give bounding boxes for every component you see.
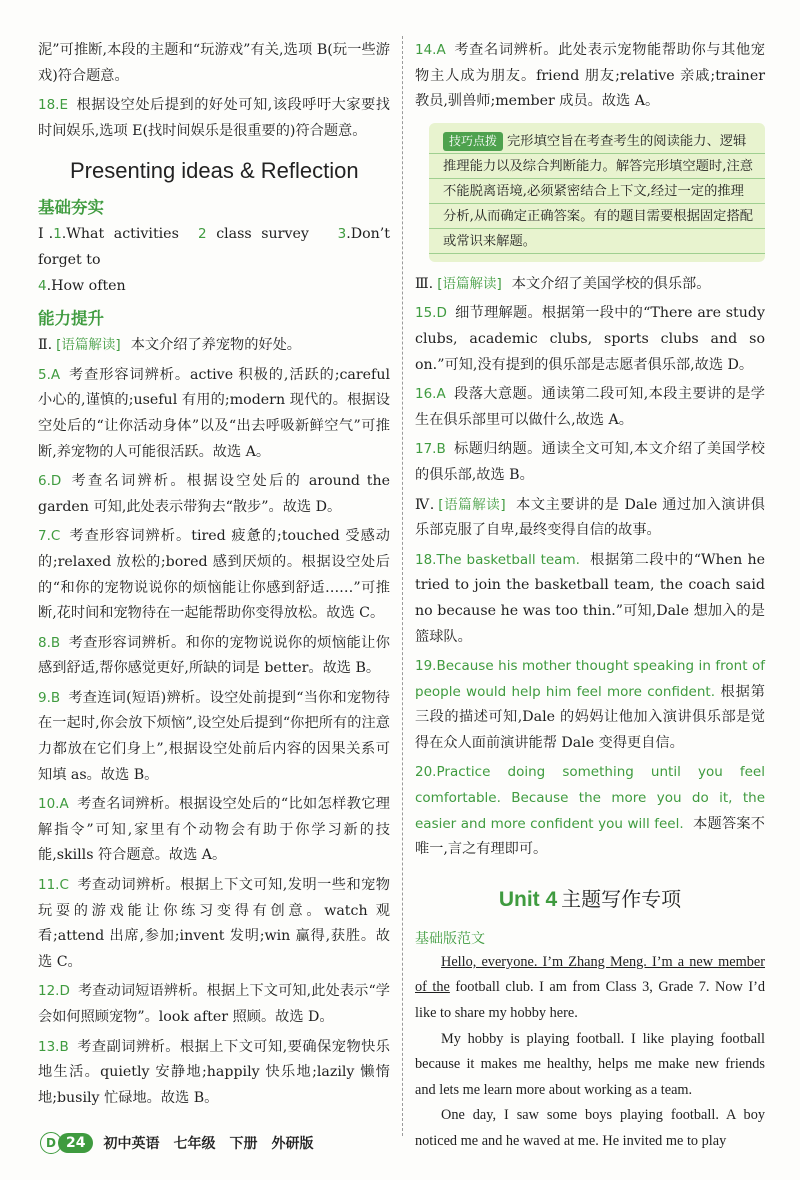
answer-text: .How often: [46, 277, 126, 294]
passage-summary: [415, 493, 765, 544]
answer-number: 8.B: [38, 634, 61, 651]
summary-tag: [语篇解读]: [438, 496, 506, 513]
answer-number: 12.D: [38, 983, 70, 1000]
part-label: Ⅳ.: [415, 496, 435, 513]
part-label: Ⅰ.: [38, 226, 54, 243]
answer-number: 3: [337, 226, 347, 243]
answer-number: 5.A: [38, 366, 61, 383]
grade: 七年级: [173, 1136, 216, 1152]
answer-item: [415, 654, 765, 756]
right-column: [415, 38, 765, 1155]
basic-title: 基础夯实: [38, 198, 104, 218]
essay-paragraph: [415, 950, 765, 1027]
answer-english: Because his mother thought speaking in front of people would help him feel more confident.: [415, 658, 765, 700]
answer-item: [38, 873, 390, 975]
answer-item: [38, 363, 390, 465]
summary-tag: [语篇解读]: [437, 275, 502, 292]
answer-item: [38, 631, 390, 682]
essay-paragraph: My hobby is playing football. I like playing football because it makes me healthy, helps me make new friends and lets me learn more about working as a team.: [415, 1030, 765, 1098]
section-title: Presenting ideas & Reflection: [70, 158, 359, 184]
answer-text: 考查形容词辨析。tired 疲惫的;touched 受感动的;relaxed 放松的;bored 感到厌烦的。根据设空处后的“和你的宠物说说你的烦恼能让你感到舒适……”可推断,花时间和宠物待在一起能帮助你变得放松。故选 C。: [38, 528, 390, 622]
answer-number: 10.A: [38, 796, 69, 813]
tip-label: 技巧点拨: [443, 132, 503, 151]
tip-box: [429, 123, 765, 262]
answer-text: 考查副词辨析。根据上下文可知,要确保宠物快乐地生活。quietly 安静地;happily 快乐地;lazily 懒惰地;busily 忙碌地。故选 B。: [38, 1038, 390, 1106]
essay-text: football club. I am from Class 3, Grade 7. Now I’d like to share my hobby here.: [415, 979, 766, 1022]
essay-paragraph: One day, I saw some boys playing football. A boy noticed me and he waved at me. He invited me to play: [415, 1107, 765, 1149]
page-footer: [40, 1132, 327, 1154]
answer-item: [415, 760, 765, 862]
answer-item: [415, 437, 765, 488]
answer-number: 2: [198, 226, 207, 243]
answer-item: [38, 524, 390, 626]
column-divider: [402, 36, 403, 1136]
answer-text: 考查形容词辨析。和你的宠物说说你的烦恼能让你感到舒适,帮你感觉更好,所缺的词是 better。故选 B。: [38, 634, 390, 677]
answer-text: 考查形容词辨析。active 积极的,活跃的;careful 小心的,谨慎的;useful 有用的;modern 现代的。根据设空处后的“让你活动身体”以及“出去呼吸新鲜空气”可推断,养宠物的人可能很活跃。故选 A。: [38, 366, 390, 460]
answer-text: .Don’t forget to: [38, 226, 391, 268]
answer-item: [38, 469, 390, 520]
tip-text: 完形填空旨在考查考生的阅读能力、逻辑推理能力以及综合判断能力。解答完形填空题时,注意不能脱离语境,必须紧密结合上下文,经过一定的推理分析,从而确定正确答案。有的题目需要根据固定搭配或常识来解题。: [443, 133, 754, 249]
answer-item: [38, 792, 390, 869]
answer-text: 考查连词(短语)辨析。设空处前提到“当你和宠物待在一起时,你会放下烦恼”,设空处后提到“你把所有的注意力都放在它们身上”,根据设空处前后内容的因果关系可知填 as。故选 B。: [38, 689, 390, 783]
passage-summary: [415, 272, 765, 298]
answer-number: 15.D: [415, 305, 447, 322]
answer-item: [38, 686, 390, 788]
answer-item: [415, 548, 765, 650]
answer-text: 根据第二段中的“When he tried to join the basketball team, the coach said no because he was too thin.”可知,Dale 想加入的是篮球队。: [415, 551, 765, 645]
unit-subtitle: 主题写作专项: [561, 886, 682, 911]
answer-number: 9.B: [38, 689, 61, 706]
answer-text: 考查动词辨析。根据上下文可知,发明一些和宠物玩耍的游戏能让你练习变得有创意。watch 观看;attend 出席,参加;invent 发明;win 赢得,获胜。故选 C。: [38, 877, 390, 970]
left-column: [38, 38, 390, 1115]
answer-number: 6.D: [38, 473, 62, 490]
answer-item: [415, 38, 765, 115]
summary-text: 本文介绍了美国学校的俱乐部。: [511, 275, 711, 292]
answer-text: 标题归纳题。通读全文可知,本文介绍了美国学校的俱乐部,故选 B。: [415, 441, 765, 483]
answer-list: [415, 301, 765, 488]
answer-text: .What activities: [61, 226, 179, 243]
book-title: 初中英语: [103, 1136, 160, 1152]
answer-number: 4: [38, 277, 47, 294]
summary-tag: [语篇解读]: [56, 337, 121, 354]
answer-number: 7.C: [38, 528, 61, 545]
model-label: 基础版范文: [415, 930, 485, 947]
answer-item: [415, 382, 765, 433]
answer-number: 11.C: [38, 877, 69, 894]
answer-english: The basketball team.: [436, 551, 580, 568]
answer-english: Practice doing something until you feel comfortable. Because the more you do it, the easier and more confident you will feel.: [415, 764, 765, 832]
answer-text: 根据设空处后提到的好处可知,该段呼吁大家要找时间娱乐,选项 E(找时间娱乐是很重要的)符合题意。: [38, 97, 390, 139]
left-intro: 泥”可推断,本段的主题和“玩游戏”有关,选项 B(玩一些游戏)符合题意。: [38, 42, 390, 84]
essay-underlined: Hello, everyone. I’m Zhang Meng. I’m a new member of the: [415, 953, 765, 996]
unit-number: Unit 4: [498, 887, 558, 911]
answer-text: 根据第三段的描述可知,Dale 的妈妈让他加入演讲俱乐部是觉得在众人面前演讲能帮 Dale 变得更自信。: [415, 683, 765, 751]
improve-title: 能力提升: [38, 309, 104, 329]
answer-number: 17.B: [415, 441, 446, 458]
answer-text: class survey: [216, 226, 309, 243]
answer-number: 1: [53, 226, 62, 243]
answer-number: 19.: [415, 658, 437, 675]
answer-text: 考查动词短语辨析。根据上下文可知,此处表示“学会如何照顾宠物”。look after 照顾。故选 D。: [38, 983, 390, 1025]
answer-text: 考查名词辨析。此处表示宠物能帮助你与其他宠物主人成为朋友。friend 朋友;relative 亲戚;trainer 教员,驯兽师;member 成员。故选 A。: [415, 42, 765, 110]
answer-text: 段落大意题。通读第二段可知,本段主要讲的是学生在俱乐部里可以做什么,故选 A。: [415, 386, 765, 428]
answer-text: 本题答案不唯一,言之有理即可。: [415, 815, 765, 858]
answer-text: 考查名词辨析。根据设空处后的“比如怎样教它理解指令”可知,家里有个动物会有助于你学习新的技能,skills 符合题意。故选 A。: [38, 796, 390, 864]
part-label: Ⅲ.: [415, 275, 434, 292]
answer-number: 20.: [415, 764, 437, 781]
part-label: Ⅱ.: [38, 337, 53, 354]
answer-number: 13.B: [38, 1038, 69, 1055]
answer-text: 考查名词辨析。根据设空处后的 around the garden 可知,此处表示带狗去“散步”。故选 D。: [38, 473, 390, 515]
page-badge: [40, 1132, 93, 1154]
answer-number: 18.: [415, 551, 437, 568]
answer-item: [38, 93, 390, 144]
summary-text: 本文介绍了养宠物的好处。: [130, 337, 301, 354]
basic-answers: [38, 222, 390, 299]
edition: 外研版: [271, 1136, 314, 1152]
answer-number: 14.A: [415, 42, 446, 58]
term: 下册: [229, 1136, 258, 1152]
answer-number: 18.E: [38, 97, 68, 114]
unit-title: [415, 883, 765, 912]
summary-text: 本文主要讲的是 Dale 通过加入演讲俱乐部克服了自卑,最终变得自信的故事。: [415, 496, 765, 539]
answer-item: [38, 979, 390, 1030]
answer-number: 16.A: [415, 386, 446, 403]
answer-item: [38, 1035, 390, 1112]
answer-text: 细节理解题。根据第一段中的“There are study clubs, academic clubs, sports clubs and so on.”可知,没有提到的俱乐部是志愿者俱乐部,故选 D。: [415, 305, 765, 373]
page-number: 24: [58, 1133, 93, 1153]
passage-summary: [38, 333, 390, 359]
badge-letter: D: [40, 1132, 62, 1154]
answer-item: [415, 301, 765, 378]
answer-list: [38, 363, 390, 1112]
